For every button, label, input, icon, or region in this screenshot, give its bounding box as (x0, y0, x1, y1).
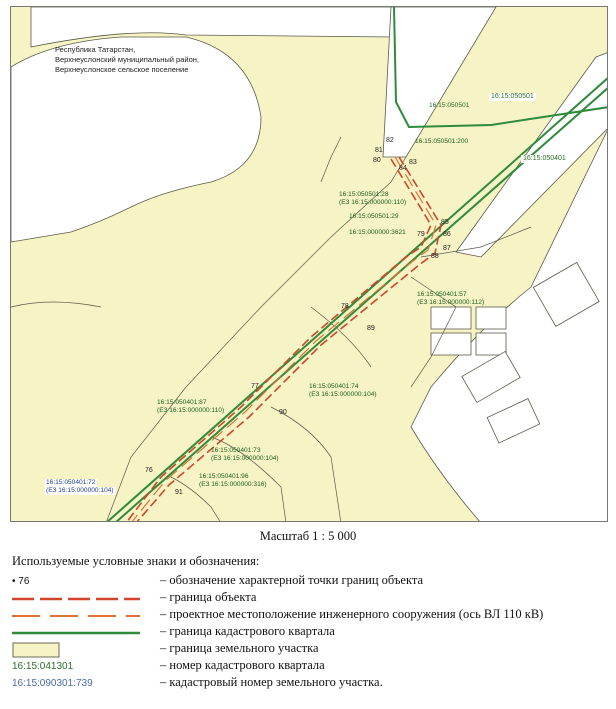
legend-item-point (12, 573, 612, 591)
legend-title: Используемые условные знаки и обозначения: (12, 554, 260, 568)
point-label: 91 (175, 489, 183, 496)
parcel-label: 16:15:050401:73 (211, 447, 261, 454)
point-label: 81 (375, 147, 383, 154)
legend-text: – кадастровый номер земельного участка. (160, 675, 383, 689)
quarter-label: 16:15:050401 (523, 155, 566, 162)
map-drawing (11, 7, 608, 522)
point-label: 86 (443, 231, 451, 238)
point-label: 80 (373, 157, 381, 164)
point-label: 87 (443, 245, 451, 252)
parcel-label: 16:15:050401:57 (417, 291, 467, 298)
legend-text: – граница объекта (160, 590, 257, 604)
quarter-boundary-symbol (12, 624, 142, 642)
parcel-label: 16:15:050401:96 (199, 473, 249, 480)
legend-text: – граница земельного участка (160, 641, 319, 655)
parcel-label: (ЕЗ 16:15:000000:104) (46, 487, 114, 494)
parcel-label: 16:15:050401:72 (46, 479, 96, 486)
parcel-label: 16:15:000000:3621 (349, 229, 406, 236)
parcel-label: (ЕЗ 16:15:000000:110) (157, 407, 225, 414)
legend-text: – номер кадастрового квартала (160, 658, 325, 672)
line-axis-symbol (12, 607, 142, 625)
parcel-boundary-symbol (12, 641, 142, 659)
legend-text: – проектное местоположение инженерного сооружения (ось ВЛ 110 кВ) (160, 607, 544, 621)
point-label: 83 (409, 159, 417, 166)
parcel-label: (ЕЗ 16:15:000000:104) (211, 455, 279, 462)
legend-item-quarter-boundary (12, 624, 612, 642)
parcel-label: 16:15:050401:87 (157, 399, 207, 406)
legend-text: – граница кадастрового квартала (160, 624, 335, 638)
legend-item-parcel-number (12, 675, 612, 693)
parcel-label: 16:15:050501:200 (415, 138, 469, 145)
point-label: 78 (341, 303, 349, 310)
legend-item-parcel-boundary (12, 641, 612, 659)
map-scale: Масштаб 1 : 5 000 (259, 529, 357, 543)
cadastral-map (10, 6, 608, 522)
object-boundary-symbol (12, 590, 142, 608)
legend-item-line-axis (12, 607, 612, 625)
parcel-label: (ЕЗ 16:15:000000:316) (199, 481, 267, 488)
point-label: 82 (386, 137, 394, 144)
point-label: 88 (431, 253, 439, 260)
parcel-label: (ЕЗ 16:15:000000:110) (339, 199, 407, 206)
parcel-label: 16:15:050401:74 (309, 383, 359, 390)
admin-region-label: Республика Татарстан, Верхнеуслонский муниципальный район, Верхнеуслонское сельское поселение (55, 45, 199, 74)
white-area-road-strip (383, 7, 496, 157)
point-label: 79 (417, 231, 425, 238)
legend-item-quarter-number (12, 658, 612, 676)
quarter-label-inline: 16:15:050501 (429, 102, 470, 109)
object-boundary (126, 157, 441, 522)
quarter-label: 16:15:050501 (491, 93, 534, 100)
legend-item-object-boundary (12, 590, 612, 608)
legend-text: – обозначение характерной точки границ объекта (160, 573, 424, 587)
parcel-label: 16:15:050501:28 (339, 191, 389, 198)
parcel-label: (ЕЗ 16:15:000000:104) (309, 391, 377, 398)
point-label: 89 (367, 325, 375, 332)
point-label: 85 (441, 219, 449, 226)
parcel-label: 16:15:050501:29 (349, 213, 399, 220)
parcel-number-symbol: 16:15:090301:739 (12, 678, 93, 689)
point-symbol: • 76 (12, 576, 30, 587)
parcel-label: (ЕЗ 16:15:000000:112) (417, 299, 485, 306)
point-label: 90 (279, 409, 287, 416)
quarter-number-symbol: 16:15:041301 (12, 661, 74, 672)
point-label: 76 (145, 467, 153, 474)
point-label: 84 (399, 165, 407, 172)
point-label: 77 (251, 383, 259, 390)
